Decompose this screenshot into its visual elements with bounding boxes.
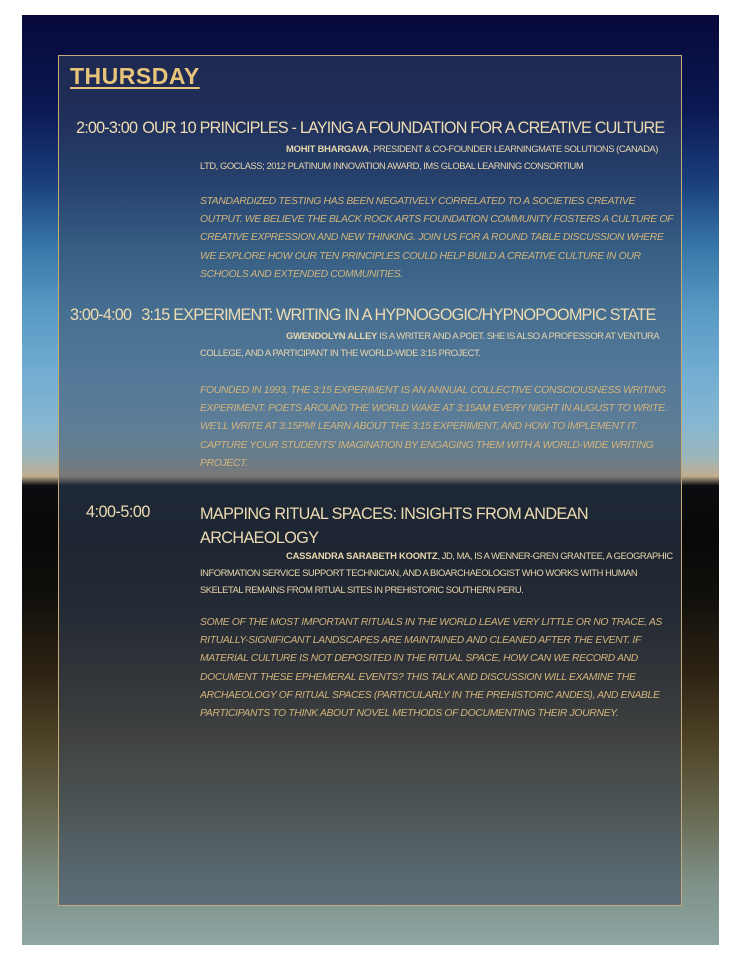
session-3-description: SOME OF THE MOST IMPORTANT RITUALS IN THE WORLD LEAVE VERY LITTLE OR NO TRACE, AS RITUALLY-SIGNIFICANT LANDSCAPES ARE MAINTAINED AND CLEANED AFTER THE EVENT. IF MATERIAL CULTURE IS NOT DEPOSITED IN THE RITUAL SPACE, HOW CAN WE RECORD AND DOCUMENT THESE EPHEMERAL EVENTS? THIS TALK AND DISCUSSION WILL EXAMINE THE ARCHAEOLOGY OF RITUAL SPACES (PARTICULARLY IN THE PREHISTORIC ANDES), AND ENABLE PARTICIPANTS TO THINK ABOUT NOVEL METHODS OF DOCUMENTING THEIR JOURNEY. (200, 617, 663, 720)
session-1-heading (76, 119, 664, 138)
session-2-title: 3:15 EXPERIMENT: WRITING IN A HYPNOGOGIC/HYPNOPOOMPIC STATE (141, 306, 656, 324)
day-title: THURSDAY (70, 63, 200, 89)
session-3-time: 4:00-5:00 (86, 503, 150, 521)
session-2-speaker (200, 327, 675, 361)
session-3-title: MAPPING RITUAL SPACES: INSIGHTS FROM ANDEAN ARCHAEOLOGY (200, 505, 588, 547)
session-2-speaker-name: GWENDOLYN ALLEY (286, 330, 378, 341)
session-1-speaker-name: MOHIT BHARGAVA (286, 143, 369, 154)
session-1-speaker (200, 140, 675, 174)
session-1-description: STANDARDIZED TESTING HAS BEEN NEGATIVELY CORRELATED TO A SOCIETIES CREATIVE OUTPUT. WE BELIEVE THE BLACK ROCK ARTS FOUNDATION COMMUNITY FOSTERS A CULTURE OF CREATIVE EXPRESSION AND NEW THINKING. JOIN US FOR A ROUND TABLE DISCUSSION WHERE WE EXPLORE HOW OUR TEN PRINCIPLES COULD HELP BUILD A CREATIVE CULTURE IN OUR SCHOOLS AND EXTENDED COMMUNITIES. (200, 196, 673, 280)
session-1-time: 2:00-3:00 (76, 119, 138, 137)
session-3-speaker-name: CASSANDRA SARABETH KOONTZ (286, 550, 438, 561)
session-3-speaker (200, 547, 675, 598)
session-2-description: FOUNDED IN 1993, THE 3:15 EXPERIMENT IS AN ANNUAL COLLECTIVE CONSCIOUSNESS WRITING EXPERIMENT. POETS AROUND THE WORLD WAKE AT 3:15AM EVERY NIGHT IN AUGUST TO WRITE. WE'LL WRITE AT 3:15PM! LEARN ABOUT THE 3:15 EXPERIMENT, AND HOW TO IMPLEMENT IT. CAPTURE YOUR STUDENTS' IMAGINATION BY ENGAGING THEM WITH A WORLD-WIDE WRITING PROJECT. (200, 385, 668, 469)
schedule-panel (58, 55, 682, 906)
session-2-heading (70, 306, 656, 325)
session-1-speaker-bio: , PRESIDENT & CO-FOUNDER LEARNINGMATE SOLUTIONS (CANADA) LTD, GOCLASS; 2012 PLATINUM INNOVATION AWARD, IMS GLOBAL LEARNING CONSORTIUM (200, 143, 658, 171)
session-1-title: OUR 10 PRINCIPLES - LAYING A FOUNDATION FOR A CREATIVE CULTURE (142, 119, 665, 137)
session-2-time: 3:00-4:00 (70, 306, 132, 324)
session-2-speaker-bio: IS A WRITER AND A POET. SHE IS ALSO A PROFESSOR AT VENTURA COLLEGE, AND A PARTICIPANT IN THE WORLD-WIDE 3:15 PROJECT. (200, 330, 659, 358)
session-3-speaker-bio: , JD, MA, IS A WENNER-GREN GRANTEE, A GEOGRAPHIC INFORMATION SERVICE SUPPORT TECHNICIAN, AND A BIOARCHAEOLOGIST WHO WORKS WITH HUMAN SKELETAL REMAINS FROM RITUAL SITES IN PREHISTORIC SOUTHERN PERU. (200, 550, 673, 595)
